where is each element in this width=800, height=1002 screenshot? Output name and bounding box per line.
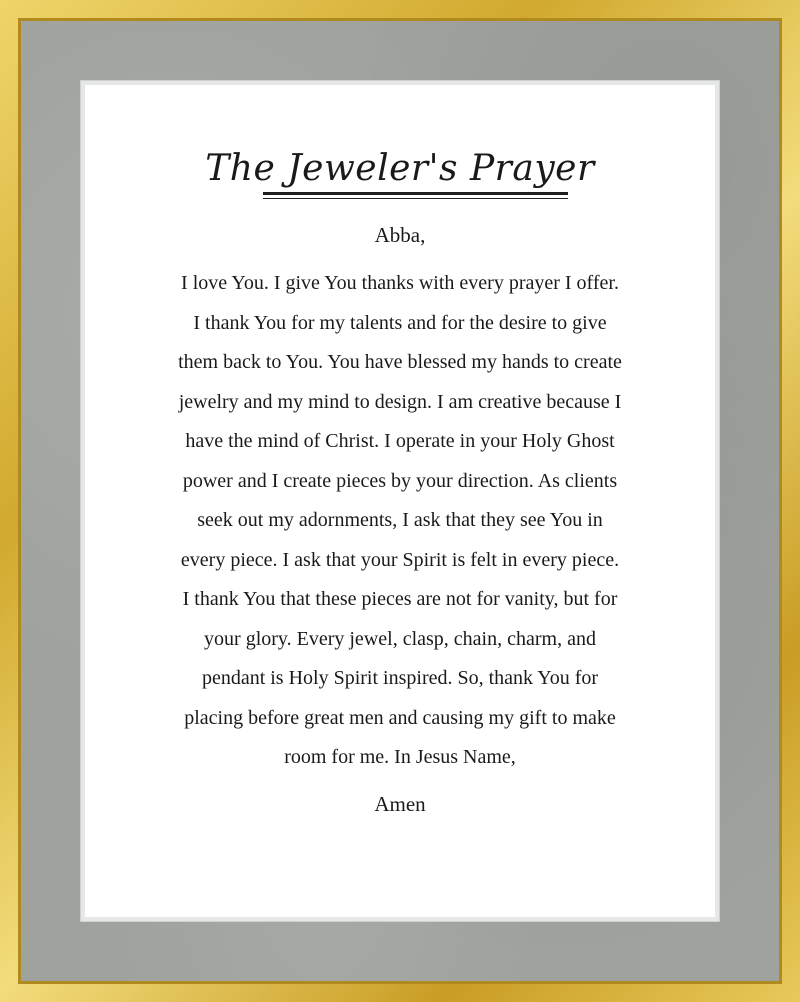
prayer-line: them back to You. You have blessed my hands to create: [178, 351, 622, 373]
prayer-body: [130, 264, 670, 778]
prayer-closing: Amen: [374, 792, 426, 816]
prayer-line: I thank You that these pieces are not for vanity, but for: [182, 588, 618, 610]
prayer-line: every piece. I ask that your Spirit is felt in every piece.: [180, 548, 620, 571]
prayer-line: room for me. In Jesus Name,: [284, 746, 516, 768]
prayer-line: seek out my adornments, I ask that they see You in: [197, 509, 603, 531]
title-underline: [263, 192, 568, 195]
prayer-title: The Jeweler's Prayer: [205, 148, 595, 189]
prayer-line: power and I create pieces by your direction. As clients: [182, 469, 618, 492]
title-underline-thin: [263, 198, 568, 199]
prayer-greeting: Abba,: [374, 223, 426, 247]
prayer-line: placing before great men and causing my gift to make: [184, 706, 616, 729]
prayer-line: pendant is Holy Spirit inspired. So, thank You for: [201, 667, 599, 689]
prayer-line: jewelry and my mind to design. I am creative because I: [178, 390, 622, 413]
prayer-line: have the mind of Christ. I operate in your Holy Ghost: [185, 430, 615, 452]
prayer-line: I love You. I give You thanks with every prayer I offer.: [181, 272, 619, 294]
prayer-line: I thank You for my talents and for the desire to give: [193, 311, 607, 334]
prayer-line: your glory. Every jewel, clasp, chain, charm, and: [204, 627, 596, 650]
